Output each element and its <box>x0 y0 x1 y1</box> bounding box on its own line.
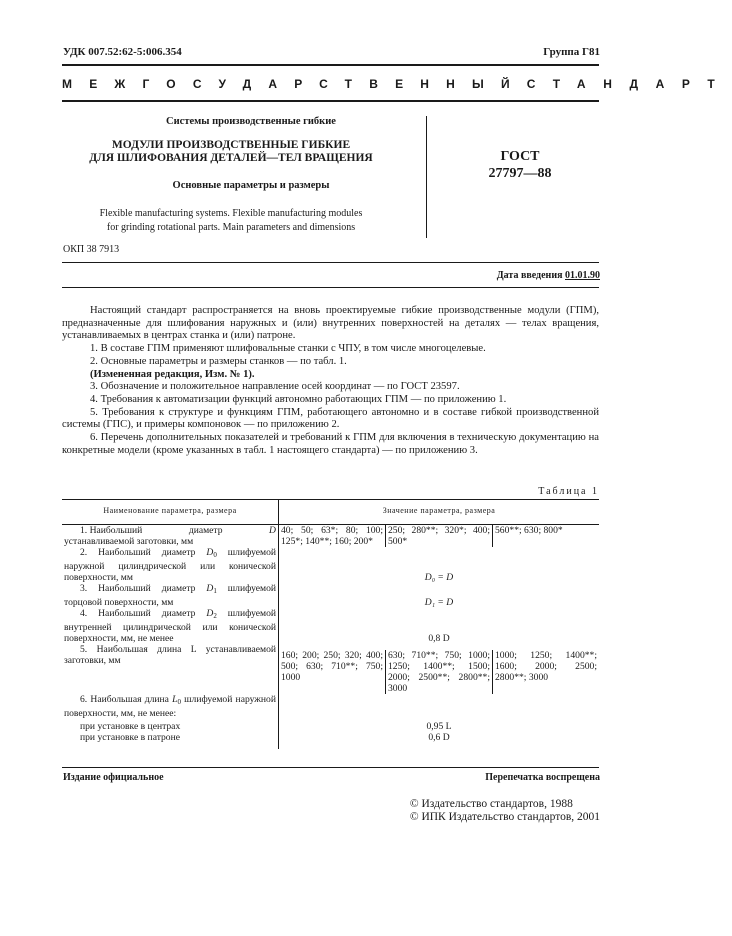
official-edition: Издание официальное <box>63 772 164 783</box>
gost-label: ГОСТ <box>500 149 540 164</box>
table-row <box>62 547 599 583</box>
paragraph-2-amendment: (Измененная редакция, Изм. № 1). <box>90 368 255 380</box>
row2-value: D₀ = D <box>424 572 454 583</box>
systems-title: Системы производственные гибкие <box>166 116 336 127</box>
paragraph-4: 4. Требования к автоматизации функций автономно работающих ГПМ — по приложению 1. <box>90 393 507 405</box>
table-caption: Таблица 1 <box>538 486 599 497</box>
row6-values <box>279 694 600 749</box>
row1-name-line1 <box>64 525 276 536</box>
row5-value-2: 630; 710**; 750; 1000; 1250; 1400**; 1500; 2000; 2500**; 2800**; 3000 <box>385 650 492 694</box>
banner-standard: СТАНДАРТ <box>526 77 732 91</box>
row4-symbol: D <box>206 608 214 619</box>
intro-date-value: 01.01.90 <box>565 270 600 281</box>
paragraph-2: 2. Основные параметры и размеры станков — по табл. 1. <box>90 355 347 367</box>
row3-subscript: 1 <box>213 587 217 595</box>
intro-date-label: Дата введения <box>496 270 563 281</box>
table-row <box>62 694 599 749</box>
copyright-2001: © ИПК Издательство стандартов, 2001 <box>409 811 600 823</box>
row4-name <box>62 608 279 644</box>
okp-rule <box>62 262 599 263</box>
row1-split <box>279 525 599 547</box>
standard-banner <box>62 77 732 91</box>
row5-value-3: 1000; 1250; 1400**; 1600; 2000; 2500; 2800**; 3000 <box>492 650 599 694</box>
document-title <box>80 139 382 165</box>
table-row <box>62 608 599 644</box>
title-divider <box>426 116 427 238</box>
row4-name-a: 4. Наибольший диаметр <box>80 608 207 619</box>
col-header-name: Наименование параметра, размера <box>62 500 279 525</box>
row3-value: D₁ = D <box>424 597 454 608</box>
row6-centers-value: 0,95 L <box>426 721 452 732</box>
copyright-1988: © Издательство стандартов, 1988 <box>409 798 573 810</box>
document-title-line2: ДЛЯ ШЛИФОВАНИЯ ДЕТАЛЕЙ—ТЕЛ ВРАЩЕНИЯ <box>89 152 373 164</box>
document-title-line1: МОДУЛИ ПРОИЗВОДСТВЕННЫЕ ГИБКИЕ <box>111 139 351 151</box>
paragraph-1: 1. В составе ГПМ применяют шлифовальные станки с ЧПУ, в том числе многоцелевые. <box>90 343 486 355</box>
table-row <box>62 583 599 608</box>
english-title <box>80 207 382 234</box>
okp-code: ОКП 38 7913 <box>63 244 120 255</box>
row4-subscript: 2 <box>213 612 217 620</box>
english-title-line2: for grinding rotational parts. Main parameters and dimensions <box>106 221 356 233</box>
row4-name-text <box>64 608 276 644</box>
row1-value-3: 560**; 630; 800* <box>492 525 599 547</box>
paragraph-6: 6. Перечень дополнительных показателей и требований к ГПМ для включения в техническую документацию на конкретные модели (кроме указанных в табл. 1 настоящего стандарта) — по приложению 3. <box>62 432 599 456</box>
english-title-line1: Flexible manufacturing systems. Flexible manufacturing modules <box>99 208 363 219</box>
row6-chuck-label: при установке в патроне <box>80 732 180 743</box>
row6-name-a: 6. Наибольшая длина <box>80 694 173 705</box>
paragraph-3: 3. Обозначение и положительное направление осей координат — по ГОСТ 23597. <box>90 381 460 393</box>
row1-name-b: диаметр <box>188 525 223 536</box>
col-header-value: Значение параметра, размера <box>279 500 600 525</box>
copyright-block <box>410 798 600 824</box>
row6-name <box>62 694 279 749</box>
table-row <box>62 525 599 548</box>
table-row <box>62 644 599 694</box>
row4-name-b: шлифуемой внутренней цилиндрической или конической поверхности, мм, не менее <box>64 608 276 644</box>
params-subtitle: Основные параметры и размеры <box>172 180 330 191</box>
row5-value-1: 160; 200; 250; 320; 400; 500; 630; 710**; 750; 1000 <box>281 650 383 683</box>
row1-value-1: 40; 50; 63*; 80; 100; 125*; 140**; 160; 200* <box>281 525 383 547</box>
intro-date <box>497 270 600 281</box>
row5-name-text: 5. Наибольшая длина L устанавливаемой заготовки, мм <box>64 644 276 666</box>
parameters-table <box>62 499 599 749</box>
header-rule-bottom <box>62 100 599 102</box>
header-rule-top <box>62 64 599 66</box>
row1-value-2: 250; 280**; 320*; 400; 500* <box>385 525 492 547</box>
row4-value: 0,8 D <box>428 633 450 644</box>
row1-name <box>62 525 279 548</box>
paragraph-scope: Настоящий стандарт распространяется на вновь проектируемые гибкие производственные модули (ГПМ), предназначенные для шлифования наружных и (или) внутренних поверхностей на деталях — телах вращения, устанавливаемых в центрах станка и (или) патроне. <box>62 305 599 342</box>
table-header-row <box>62 500 599 525</box>
paragraph-5: 5. Требования к структуре и функциям ГПМ, работающего автономно и в составе гибкой производственной системы (ГПС), и примеры компоновок — по приложению 2. <box>62 406 599 431</box>
row3-symbol: D <box>206 583 214 594</box>
row1-name-c: устанавливаемой заготовки, мм <box>64 536 194 547</box>
row6-subscript: 0 <box>177 698 181 706</box>
row6-symbol: L <box>172 694 178 705</box>
reprint-prohibited: Перепечатка воспрещена <box>485 772 600 783</box>
row2-symbol: D <box>206 547 214 558</box>
date-rule <box>62 287 599 288</box>
row6-centers-label: при установке в центрах <box>80 721 181 732</box>
row6-chuck-value: 0,6 D <box>428 732 450 743</box>
row2-name-b: шлифуемой наружной цилиндрической или конической поверхности, мм <box>64 547 276 583</box>
row3-name-text <box>64 583 276 608</box>
udk-code: УДК 007.52:62-5:006.354 <box>63 46 182 58</box>
gost-number: 27797—88 <box>488 166 552 181</box>
row2-name <box>62 547 279 583</box>
row3-name <box>62 583 279 608</box>
footer-rule <box>62 767 599 768</box>
row3-name-b: шлифуемой торцовой поверхности, мм <box>64 583 276 608</box>
row1-name-a: 1. Наибольший <box>80 525 143 536</box>
row5-name <box>62 644 279 694</box>
row5-split <box>279 650 599 694</box>
row2-name-text <box>64 547 276 583</box>
row3-name-a: 3. Наибольший диаметр <box>80 583 207 594</box>
group-code: Группа Г81 <box>543 46 600 58</box>
row2-subscript: 0 <box>213 551 217 559</box>
body-text <box>62 305 599 457</box>
row6-name-text <box>64 694 276 719</box>
banner-interstate: МЕЖГОСУДАРСТВЕННЫЙ <box>62 77 527 91</box>
row2-name-a: 2. Наибольший диаметр <box>80 547 207 558</box>
row6-name-b: шлифуемой наружной поверхности, мм, не менее: <box>64 694 276 719</box>
row5-values <box>279 644 600 694</box>
row1-values <box>279 525 600 548</box>
row1-name-symbol: D <box>269 525 276 536</box>
gost-designation <box>440 148 600 182</box>
